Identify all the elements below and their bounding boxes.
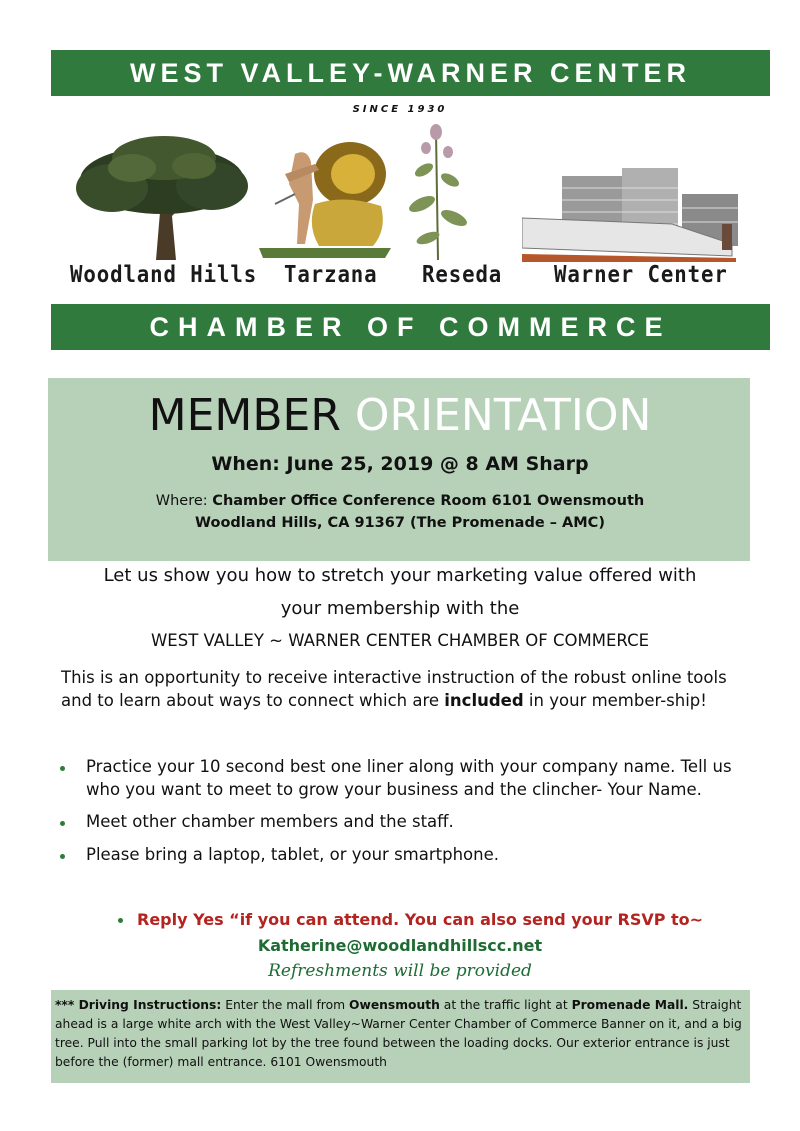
orientation-title	[0, 390, 800, 441]
oak-tree-illustration	[72, 132, 252, 262]
driving-text-3: Straight ahead is a large white arch with the West Valley~Warner Center Chamber of Commerce Banner on it, and a big tree. Pull into the small parking lot by the tree found between the loading docks. Our exterior entrance is just before the (former) mall entrance. 6101 Owensmouth	[55, 998, 742, 1069]
para-text-a: This is an opportunity to receive interactive instruction of the robust online tools and to learn about ways to connect which are	[61, 668, 727, 710]
event-address: Woodland Hills, CA 91367 (The Promenade – AMC)	[195, 515, 605, 531]
event-when: When: June 25, 2019 @ 8 AM Sharp	[211, 453, 589, 475]
top-banner: WEST VALLEY-WARNER CENTER	[51, 50, 770, 96]
intro-line-2: your membership with the	[280, 598, 520, 619]
intro-paragraph	[61, 666, 751, 712]
rsvp-reply	[118, 910, 768, 929]
label-warner-center: Warner Center	[554, 262, 728, 288]
since-text: SINCE 1930	[352, 104, 448, 115]
driving-text-1: Enter the mall from	[221, 998, 349, 1012]
bullet-text: Meet other chamber members and the staff.	[86, 812, 454, 831]
bottom-banner: CHAMBER OF COMMERCE	[51, 304, 770, 350]
where-label: Where:	[155, 493, 213, 509]
warner-center-buildings-illustration	[522, 168, 744, 262]
refreshments-note: Refreshments will be provided	[268, 961, 532, 981]
driving-text-2: at the traffic light at	[439, 998, 572, 1012]
bullet-list	[60, 756, 750, 876]
driving-bold-owensmouth: Owensmouth	[349, 998, 440, 1012]
label-tarzana: Tarzana	[284, 262, 378, 288]
driving-label: *** Driving Instructions:	[55, 998, 222, 1012]
bullet-dot-icon	[60, 854, 65, 859]
label-reseda: Reseda	[422, 262, 503, 288]
bullet-text: Please bring a laptop, tablet, or your smartphone.	[86, 844, 499, 864]
where-place: Chamber Office Conference Room 6101 Owensmouth	[212, 493, 645, 509]
driving-bold-promenade: Promenade Mall.	[571, 998, 689, 1012]
driving-instructions	[55, 996, 750, 1072]
intro-line-1: Let us show you how to stretch your marketing value offered with	[103, 565, 697, 586]
title-word-member: MEMBER	[148, 390, 341, 441]
tarzan-lion-illustration	[255, 134, 395, 260]
para-bold-included: included	[444, 691, 524, 710]
wild-plant-illustration	[402, 122, 472, 262]
bullet-dot-icon	[118, 918, 123, 923]
list-item	[60, 811, 750, 834]
list-item	[60, 756, 750, 801]
list-item	[60, 844, 750, 867]
bullet-text: Practice your 10 second best one liner along with your company name. Tell us who you want to meet to grow your business and the clincher- Your Name.	[86, 757, 732, 799]
event-where	[0, 493, 800, 509]
title-word-orientation: ORIENTATION	[354, 390, 652, 441]
label-woodland-hills: Woodland Hills	[70, 262, 258, 288]
reply-text: Reply Yes “if you can attend. You can also send your RSVP to~	[137, 910, 704, 929]
intro-line-3: WEST VALLEY ~ WARNER CENTER CHAMBER OF COMMERCE	[150, 631, 650, 650]
bullet-dot-icon	[60, 766, 65, 771]
bullet-dot-icon	[60, 821, 65, 826]
rsvp-email-link[interactable]: Katherine@woodlandhillscc.net	[257, 936, 543, 955]
para-text-b: in your member-ship!	[523, 691, 707, 710]
